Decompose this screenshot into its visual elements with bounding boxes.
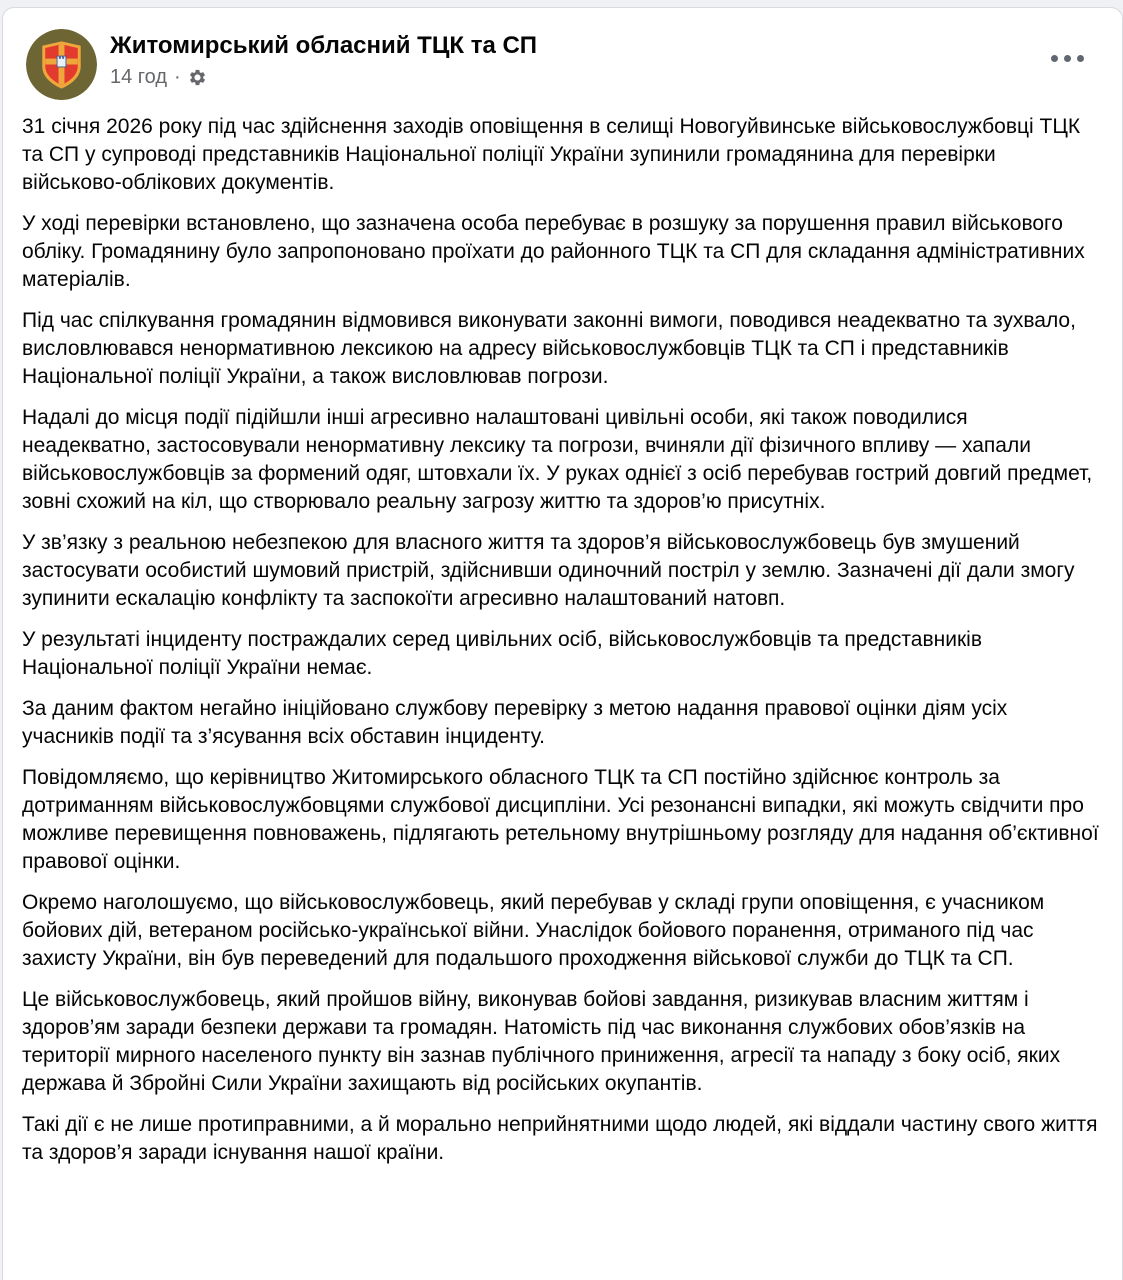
- post-paragraph: Під час спілкування громадянин відмовився виконувати законні вимоги, поводився неадекватно та зухвало, висловлювався ненормативною лексикою на адресу військовослужбовців ТЦК та СП і представників Національної поліції України, а також висловлював погрози.: [22, 309, 1076, 388]
- military-shield-emblem-icon: [26, 29, 97, 100]
- post-paragraph: Окремо наголошуємо, що військовослужбовець, який перебував у складі групи оповіщення, є учасником бойових дій, ветераном російсько-української війни. Унаслідок бойового поранення, отриманого під час захисту України, він був переведений для подальшого проходження військової служби до ТЦК та СП.: [22, 891, 1045, 970]
- post-header: [3, 8, 1122, 110]
- page-avatar[interactable]: [26, 29, 97, 100]
- post-paragraph: У зв’язку з реальною небезпекою для власного життя та здоров’я військовослужбовець був змушений застосувати особистий шумовий пристрій, здійснивши одиночний постріл у землю. Зазначені дії дали змогу зупинити ескалацію конфлікту та заспокоїти агресивно налаштований натовп.: [22, 531, 1075, 610]
- post-paragraph: У ході перевірки встановлено, що зазначена особа перебуває в розшуку за порушення правил військового обліку. Громадянину було запропоновано проїхати до районного ТЦК та СП для складання адміністративних матеріалів.: [22, 212, 1085, 291]
- post-paragraph: Це військовослужбовець, який пройшов війну, виконував бойові завдання, ризикував власним життям і здоров’ям заради безпеки держави та громадян. Натомість під час виконання службових обов’язків на території мирного населеного пункту він зазнав публічного приниження, агресії та нападу з боку осіб, яких держава й Збройні Сили України захищають від російських окупантів.: [22, 988, 1061, 1095]
- post-paragraph: Надалі до місця події підійшли інші агресивно налаштовані цивільні особи, які також поводилися неадекватно, застосовували ненормативну лексику та погрози, вчиняли дії фізичного впливу — хапали військовослужбовців за формений одяг, штовхали їх. У руках однієї з осіб перебував гострий довгий предмет, зовні схожий на кіл, що створювало реальну загрозу життю та здоров’ю присутніх.: [22, 406, 1093, 513]
- more-options-button[interactable]: [1045, 49, 1090, 68]
- page-name-link[interactable]: Житомирський обласний ТЦК та СП: [110, 32, 538, 59]
- post-paragraph: Повідомляємо, що керівництво Житомирського обласного ТЦК та СП постійно здійснює контроль за дотриманням військовослужбовцями службової дисципліни. Усі резонансні випадки, які можуть свідчити про можливе перевищення повноважень, підлягають ретельному внутрішньому розгляду для надання об’єктивної правової оцінки.: [22, 766, 1099, 873]
- facebook-post-card: [2, 7, 1123, 1280]
- more-dot: [1077, 55, 1084, 62]
- post-paragraph: Такі дії є не лише протиправними, а й морально неприйнятними щодо людей, які віддали частину свого життя та здоров’я заради існування нашої країни.: [22, 1113, 1098, 1164]
- post-paragraph: 31 січня 2026 року під час здійснення заходів оповіщення в селищі Новогуйвинське військовослужбовці ТЦК та СП у супроводі представників Національної поліції України зупинили громадянина для перевірки військово-облікових документів.: [22, 115, 1081, 194]
- more-dot: [1051, 55, 1058, 62]
- post-meta: [110, 65, 537, 89]
- post-paragraph: За даним фактом негайно ініційовано службову перевірку з метою надання правової оцінки діям усіх учасників події та з’ясування всіх обставин інциденту.: [22, 697, 1008, 748]
- post-text: [3, 110, 1122, 1200]
- meta-separator: ·: [174, 66, 181, 88]
- privacy-gear-icon: [188, 68, 207, 87]
- more-dot: [1064, 55, 1071, 62]
- header-info: [110, 29, 537, 89]
- timestamp-link[interactable]: 14 год: [110, 66, 168, 88]
- post-paragraph: У результаті інциденту постраждалих серед цивільних осіб, військовослужбовців та представників Національної поліції України немає.: [22, 628, 982, 679]
